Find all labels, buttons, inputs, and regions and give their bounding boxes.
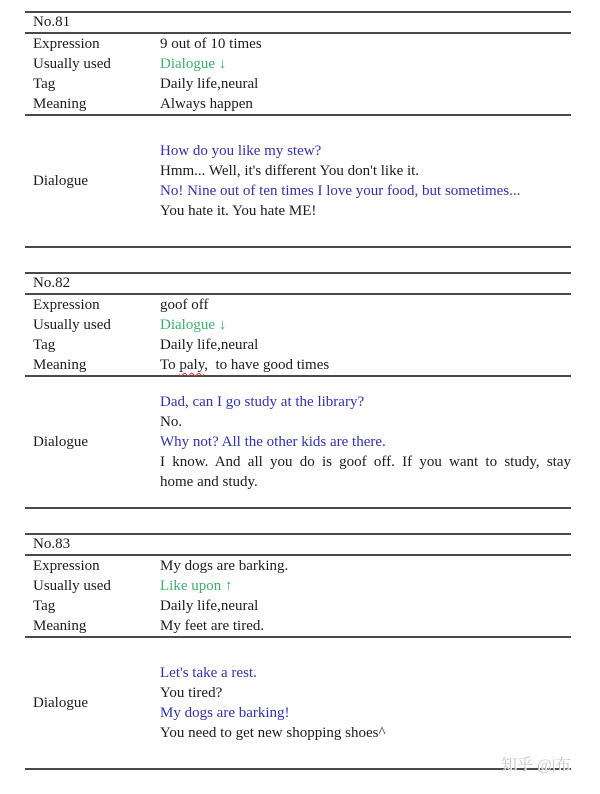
attr-row-expression <box>25 556 571 576</box>
attribute-rows <box>25 556 571 638</box>
attr-row-usually-used <box>25 54 571 74</box>
expression-card <box>25 533 571 770</box>
dialogue-label: Dialogue <box>33 173 88 189</box>
expression-cards-page <box>25 11 571 794</box>
attr-value-meaning: Always happen <box>160 96 253 112</box>
dialogue-line: Hmm... Well, it's different You don't like it. <box>160 163 420 179</box>
attr-value-usually-used: Dialogue ↓ <box>160 317 227 333</box>
attr-label-meaning: Meaning <box>33 357 87 373</box>
attr-value-meaning: My feet are tired. <box>160 618 265 634</box>
attr-value-usually-used: Dialogue ↓ <box>160 56 227 72</box>
dialogue-line: home and study. <box>160 474 258 490</box>
dialogue-line: My dogs are barking! <box>160 705 290 721</box>
dialogue-line: I know. And all you do is goof off. If you want to study, stay <box>160 454 571 470</box>
attr-label-tag: Tag <box>33 598 56 614</box>
card-number: No.83 <box>33 536 71 552</box>
dialogue-lines <box>160 638 571 768</box>
dialogue-line: Let's take a rest. <box>160 665 257 681</box>
attr-row-usually-used <box>25 576 571 596</box>
expression-card <box>25 11 571 248</box>
card-number: No.82 <box>33 275 71 291</box>
attribute-rows <box>25 34 571 116</box>
zhihu-watermark: 知乎 @|布 <box>501 757 571 774</box>
attr-label-tag: Tag <box>33 337 56 353</box>
dialogue-line: Dad, can I go study at the library? <box>160 394 365 410</box>
attr-label-expression: Expression <box>33 558 100 574</box>
attr-value-tag: Daily life,neural <box>160 598 259 614</box>
misspelled-word: paly <box>179 357 205 373</box>
dialogue-line: No. <box>160 414 183 430</box>
attr-row-tag <box>25 74 571 94</box>
attr-row-meaning <box>25 355 571 375</box>
attr-row-expression <box>25 295 571 315</box>
attr-label-expression: Expression <box>33 297 100 313</box>
attr-label-meaning: Meaning <box>33 618 87 634</box>
attr-value-usually-used: Like upon ↑ <box>160 578 233 594</box>
attr-row-expression <box>25 34 571 54</box>
attr-label-usually-used: Usually used <box>33 317 111 333</box>
dialogue-row <box>25 377 571 507</box>
attr-value-tag: Daily life,neural <box>160 76 259 92</box>
card-number-row <box>25 535 571 556</box>
card-number-row <box>25 274 571 295</box>
expression-card <box>25 272 571 509</box>
attr-value-expression: My dogs are barking. <box>160 558 289 574</box>
attr-row-meaning <box>25 94 571 114</box>
attr-label-usually-used: Usually used <box>33 578 111 594</box>
dialogue-row <box>25 116 571 246</box>
attr-value-expression: 9 out of 10 times <box>160 36 262 52</box>
attr-value-tag: Daily life,neural <box>160 337 259 353</box>
card-number: No.81 <box>33 14 71 30</box>
dialogue-label: Dialogue <box>33 434 88 450</box>
dialogue-label: Dialogue <box>33 695 88 711</box>
dialogue-lines <box>160 116 571 246</box>
attr-label-tag: Tag <box>33 76 56 92</box>
attr-value-expression: goof off <box>160 297 209 313</box>
attr-label-usually-used: Usually used <box>33 56 111 72</box>
attr-row-tag <box>25 335 571 355</box>
attr-row-meaning <box>25 616 571 636</box>
dialogue-line: Why not? All the other kids are there. <box>160 434 386 450</box>
attribute-rows <box>25 295 571 377</box>
attr-label-expression: Expression <box>33 36 100 52</box>
attr-row-tag <box>25 596 571 616</box>
dialogue-line: You hate it. You hate ME! <box>160 203 317 219</box>
dialogue-line: You need to get new shopping shoes^ <box>160 725 386 741</box>
dialogue-line: No! Nine out of ten times I love your food, but sometimes... <box>160 183 521 199</box>
dialogue-lines <box>160 377 571 507</box>
dialogue-row <box>25 638 571 768</box>
dialogue-line: How do you like my stew? <box>160 143 322 159</box>
attr-label-meaning: Meaning <box>33 96 87 112</box>
attr-value-meaning: To paly, to have good times <box>160 357 330 373</box>
dialogue-line: You tired? <box>160 685 223 701</box>
card-number-row <box>25 13 571 34</box>
attr-row-usually-used <box>25 315 571 335</box>
